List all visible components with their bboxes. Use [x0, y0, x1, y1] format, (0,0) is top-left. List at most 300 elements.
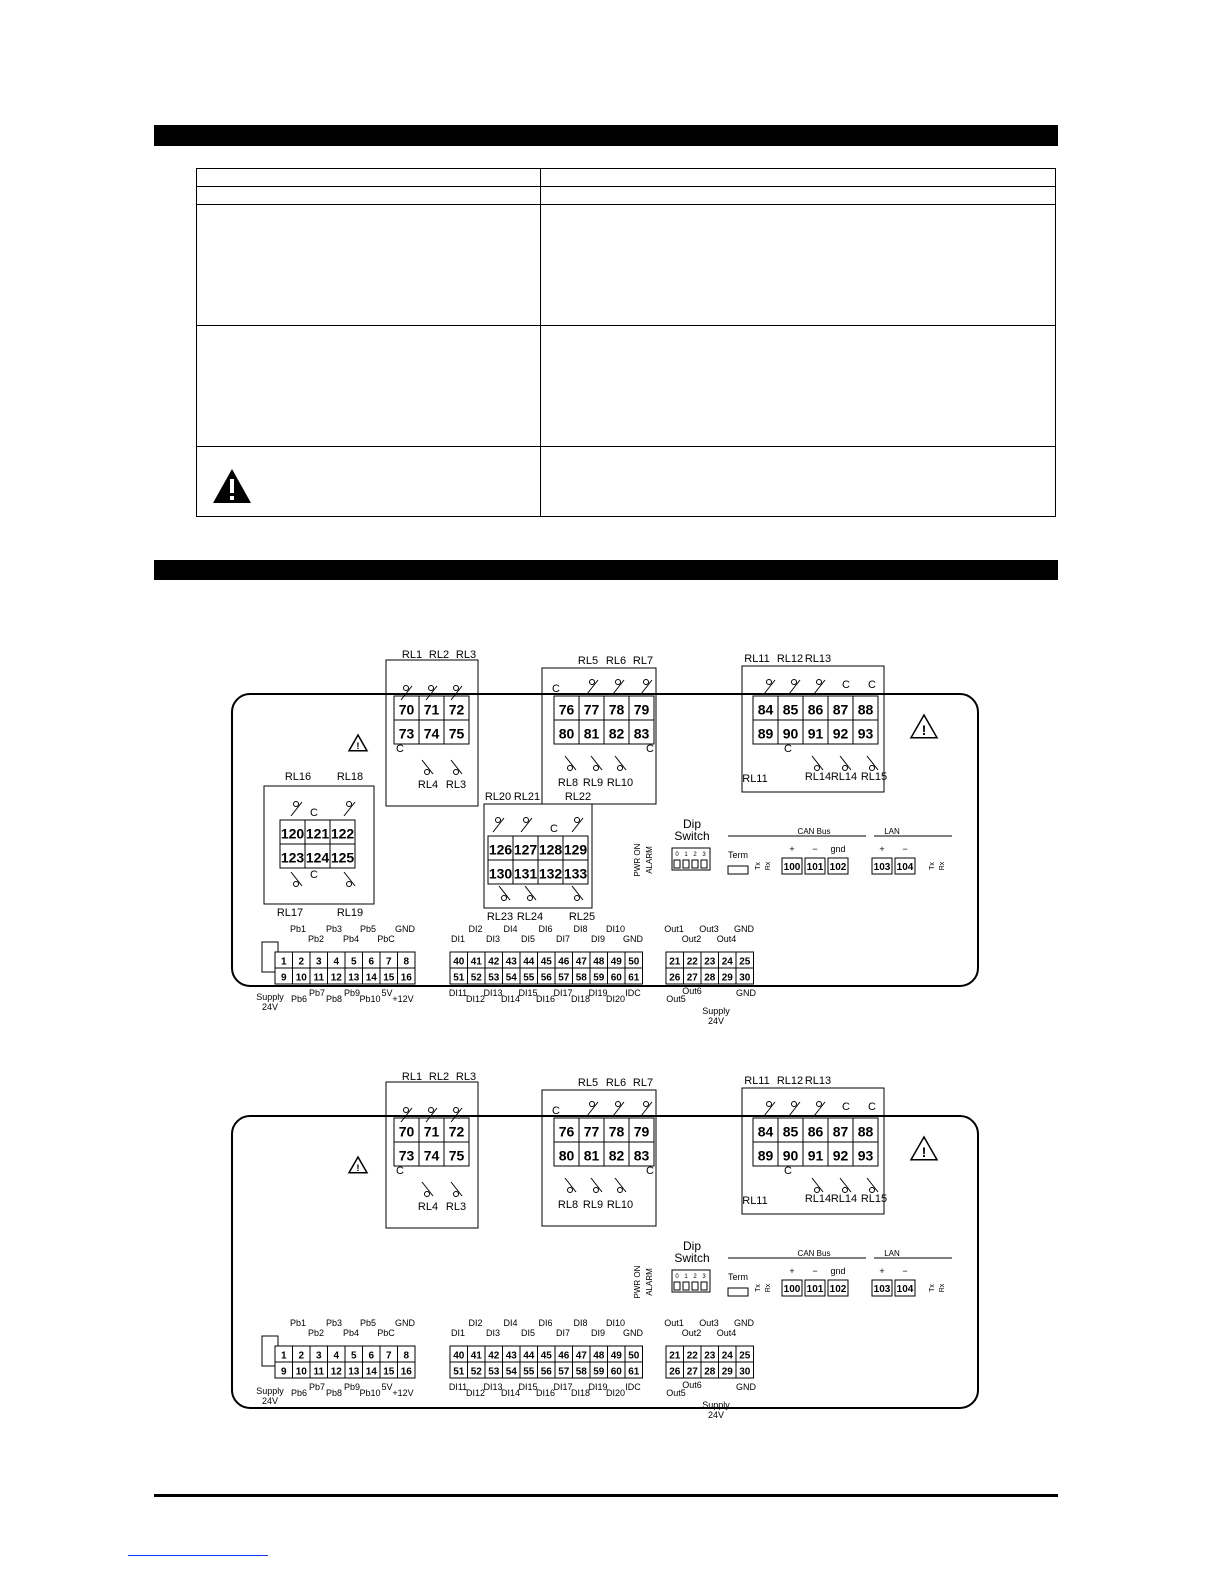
digital-input-terminal-number: 47 [575, 1350, 587, 1362]
relay-contact [815, 1188, 820, 1193]
digital-input-label: DI13 [483, 1382, 503, 1392]
output-terminal-number: 26 [669, 1366, 681, 1378]
relay-contact [817, 680, 822, 685]
relay-label: RL14 [804, 771, 832, 783]
dip-switch-number: 2 [693, 1274, 697, 1280]
canbus-sign: + [789, 844, 795, 854]
relay-contact [347, 802, 352, 807]
digital-input-label: DI19 [588, 988, 608, 998]
relay-label: RL1 [401, 1071, 423, 1083]
digital-input-label: DI11 [448, 988, 468, 998]
relay-label: RL11 [744, 653, 770, 665]
digital-input-label: DI4 [503, 1318, 518, 1328]
digital-input-terminal-number: 41 [470, 1350, 482, 1362]
term-jumper [728, 866, 748, 874]
digital-input-terminal-number: 42 [488, 1350, 500, 1362]
digital-input-terminal-number: 60 [610, 972, 622, 984]
probe-terminal-number: 15 [383, 972, 395, 984]
relay-contact [767, 1102, 772, 1107]
probe-label: Pb7 [308, 988, 326, 998]
lan-terminal-number: 103 [873, 862, 891, 873]
wiring-diagram-full [222, 640, 992, 1040]
relay-common-label: C [842, 679, 850, 691]
dip-switch-slot [701, 1282, 707, 1290]
digital-input-terminal-number: 50 [628, 1350, 640, 1362]
relay-terminal-number: 93 [857, 725, 874, 742]
relay-label: RL4 [417, 1201, 439, 1213]
digital-input-terminal-number: 51 [453, 972, 465, 984]
relay-common-label: C [550, 823, 558, 835]
relay-terminal-number: 70 [398, 701, 415, 718]
dip-switch-slot [683, 1282, 689, 1290]
relay-terminal-number: 74 [423, 725, 440, 742]
probe-terminal-number: 5 [350, 956, 357, 968]
relay-label: RL15 [860, 1193, 888, 1205]
relay-contact [843, 766, 848, 771]
dip-switch-slot [692, 1282, 698, 1290]
relay-label: RL5 [577, 655, 599, 667]
relay-contact [644, 1102, 649, 1107]
probe-label: Pb9 [343, 988, 361, 998]
relay-label: RL20 [484, 791, 512, 803]
relay-terminal-number: 87 [832, 1123, 849, 1140]
probe-label: 24V [261, 1002, 279, 1012]
relay-contact [817, 1102, 822, 1107]
digital-input-terminal-number: 51 [453, 1366, 465, 1378]
relay-contact [575, 896, 580, 901]
relay-contact [294, 802, 299, 807]
footer-rule [154, 1494, 1058, 1497]
probe-terminal-number: 9 [280, 972, 287, 984]
probe-label: Pb4 [342, 1328, 360, 1338]
digital-input-terminal-number: 49 [610, 956, 622, 968]
output-terminal-number: 22 [686, 956, 698, 968]
probe-label: Pb6 [290, 994, 308, 1004]
lan-terminal-number: 103 [873, 1284, 891, 1295]
output-terminal-number: 29 [721, 972, 733, 984]
relay-terminal-number: 86 [807, 1123, 824, 1140]
relay-label: RL14 [804, 1193, 832, 1205]
relay-terminal-number: 124 [305, 849, 330, 866]
probe-label: Pb3 [325, 1318, 343, 1328]
relay-contact [870, 1188, 875, 1193]
relay-label: RL4 [417, 779, 439, 791]
relay-label: RL24 [516, 911, 544, 923]
dip-switch-number: 1 [684, 852, 688, 858]
dip-switch-number: 0 [675, 1274, 679, 1280]
relay-label: RL3 [445, 1201, 467, 1213]
digital-input-label: GND [623, 934, 643, 944]
warning-triangle-icon-mark: ! [921, 1145, 927, 1161]
relay-contact [524, 818, 529, 823]
digital-input-terminal-number: 40 [453, 1350, 465, 1362]
relay-terminal-number: 88 [857, 701, 874, 718]
digital-input-terminal-number: 57 [558, 972, 570, 984]
output-label: Out2 [681, 1328, 702, 1338]
relay-contact [616, 1102, 621, 1107]
relay-terminal-number: 82 [608, 725, 625, 742]
digital-input-terminal-number: 55 [523, 1366, 535, 1378]
probe-label: GND [395, 924, 415, 934]
digital-input-terminal-number: 44 [523, 1350, 535, 1362]
digital-input-label: DI18 [570, 1388, 591, 1398]
relay-terminal-number: 88 [857, 1123, 874, 1140]
probe-terminal-number: 12 [330, 1366, 342, 1378]
probe-label: Pb2 [307, 934, 325, 944]
relay-contact [454, 1192, 459, 1197]
relay-terminal-number: 71 [423, 701, 440, 718]
output-terminal-number: 23 [704, 956, 716, 968]
relay-terminal-number: 77 [583, 701, 600, 718]
probe-terminal-number: 6 [368, 1350, 375, 1362]
output-terminal-number: 25 [739, 956, 751, 968]
output-terminal-number: 27 [686, 972, 698, 984]
probe-label: 5V [381, 988, 393, 998]
relay-label: RL8 [557, 777, 579, 789]
lan-label: LAN [884, 1249, 900, 1258]
digital-input-label: DI6 [538, 1318, 553, 1328]
dip-switch-title: Switch [674, 829, 710, 843]
output-label: Out6 [682, 1380, 702, 1390]
canbus-sign: − [812, 844, 818, 854]
probe-terminal-number: 6 [368, 956, 375, 968]
relay-terminal-number: 120 [280, 825, 305, 842]
relay-label: RL17 [276, 907, 304, 919]
probe-label: GND [395, 1318, 415, 1328]
output-terminal-number: 24 [721, 956, 733, 968]
relay-contact [644, 680, 649, 685]
probe-terminal-number: 16 [400, 1366, 412, 1378]
output-label: Out4 [716, 1328, 737, 1338]
relay-terminal-number: 85 [782, 1123, 799, 1140]
relay-label: RL2 [428, 649, 450, 661]
output-terminal-number: 28 [704, 972, 716, 984]
relay-contact [425, 1192, 430, 1197]
output-terminal-number: 22 [686, 1350, 698, 1362]
table-row-divider [197, 446, 1055, 447]
relay-contact [429, 1108, 434, 1113]
digital-input-terminal-number: 52 [470, 972, 482, 984]
led-label: PWR ON [633, 843, 642, 877]
probe-label: Pb5 [359, 924, 377, 934]
digital-input-terminal-number: 45 [540, 1350, 552, 1362]
digital-input-terminal-number: 59 [593, 1366, 605, 1378]
digital-input-terminal-number: 52 [470, 1366, 482, 1378]
lan-sign: − [902, 844, 908, 854]
probe-label: Pb7 [308, 1382, 326, 1392]
relay-common-label: C [396, 1165, 404, 1177]
relay-common-label: C [310, 807, 318, 819]
digital-input-label: DI20 [605, 994, 626, 1004]
relay-common-label: C [784, 743, 792, 755]
relay-label: RL21 [513, 791, 541, 803]
probe-terminal-number: 2 [298, 1350, 305, 1362]
output-label: Supply [702, 1400, 730, 1410]
digital-input-label: DI15 [518, 1382, 538, 1392]
probe-terminal-number: 11 [313, 972, 325, 984]
digital-input-terminal-number: 47 [575, 956, 587, 968]
output-label: Out1 [664, 924, 684, 934]
relay-label: RL12 [776, 653, 804, 665]
probe-label: PbC [377, 934, 395, 944]
txrx-label: Rx [765, 1283, 772, 1293]
output-terminal-number: 21 [669, 1350, 681, 1362]
relay-label: RL11 [742, 773, 768, 785]
relay-terminal-number: 93 [857, 1147, 874, 1164]
warning-triangle-icon-mark: ! [356, 1162, 360, 1174]
relay-label: RL11 [744, 1075, 770, 1087]
probe-terminal-number: 14 [365, 1366, 377, 1378]
relay-terminal-number: 83 [633, 1147, 650, 1164]
dip-switch-slot [683, 860, 689, 868]
relay-terminal-number: 125 [330, 849, 355, 866]
canbus-sign: gnd [830, 1266, 846, 1276]
output-terminal-number: 25 [739, 1350, 751, 1362]
relay-terminal-number: 80 [558, 725, 575, 742]
probe-label: Supply [256, 1386, 284, 1396]
digital-input-label: DI15 [518, 988, 538, 998]
relay-label: RL2 [428, 1071, 450, 1083]
digital-input-terminal-number: 54 [505, 972, 517, 984]
relay-common-label: C [868, 679, 876, 691]
probe-terminal-number: 4 [333, 956, 340, 968]
relay-terminal-number: 84 [757, 1123, 774, 1140]
relay-label: RL7 [632, 1077, 654, 1089]
output-label: Out5 [666, 1388, 686, 1398]
table-row-divider [197, 325, 1055, 326]
digital-input-terminal-number: 44 [523, 956, 535, 968]
relay-common-label: C [646, 743, 654, 755]
relay-terminal-number: 84 [757, 701, 774, 718]
probe-terminal-number: 10 [295, 972, 307, 984]
digital-input-label: DI12 [465, 1388, 486, 1398]
dip-switch-number: 3 [702, 852, 706, 858]
relay-terminal-number: 71 [423, 1123, 440, 1140]
relay-contact [590, 1102, 595, 1107]
probe-terminal-number: 1 [280, 1350, 287, 1362]
footer-link-underline [128, 1555, 268, 1556]
digital-input-terminal-number: 43 [505, 956, 517, 968]
relay-terminal-number: 132 [538, 865, 563, 882]
relay-terminal-number: 72 [448, 701, 465, 718]
digital-input-label: DI9 [590, 934, 606, 944]
dip-switch-slot [674, 1282, 680, 1290]
probe-label: Pb5 [359, 1318, 377, 1328]
digital-input-label: DI18 [570, 994, 591, 1004]
output-terminal-number: 23 [704, 1350, 716, 1362]
relay-label: RL7 [632, 655, 654, 667]
lan-terminal-number: 104 [896, 862, 914, 873]
relay-terminal-number: 123 [280, 849, 305, 866]
digital-input-terminal-number: 57 [558, 1366, 570, 1378]
probe-terminal-number: 13 [348, 972, 360, 984]
digital-input-label: DI11 [448, 1382, 468, 1392]
probe-label: 24V [261, 1396, 279, 1406]
relay-contact [767, 680, 772, 685]
relay-label: RL9 [582, 1199, 604, 1211]
relay-contact [454, 770, 459, 775]
relay-contact [429, 686, 434, 691]
relay-terminal-number: 129 [563, 841, 588, 858]
relay-label: RL22 [564, 791, 592, 803]
relay-common-label: C [310, 869, 318, 881]
digital-input-label: DI2 [468, 924, 483, 934]
output-label: Out3 [699, 1318, 719, 1328]
relay-terminal-number: 74 [423, 1147, 440, 1164]
relay-common-label: C [552, 683, 560, 695]
relay-terminal-number: 78 [608, 701, 625, 718]
relay-common-label: C [646, 1165, 654, 1177]
relay-terminal-number: 89 [757, 1147, 774, 1164]
relay-terminal-number: 82 [608, 1147, 625, 1164]
probe-terminal-number: 16 [400, 972, 412, 984]
relay-label: RL18 [336, 771, 364, 783]
digital-input-label: DI17 [553, 988, 573, 998]
digital-input-label: DI3 [485, 934, 501, 944]
relay-terminal-number: 78 [608, 1123, 625, 1140]
relay-terminal-number: 79 [633, 1123, 650, 1140]
digital-input-terminal-number: 61 [628, 1366, 640, 1378]
digital-input-terminal-number: 48 [593, 956, 605, 968]
output-label: 24V [707, 1410, 725, 1420]
dip-switch-slot [701, 860, 707, 868]
probe-label: Pb10 [359, 994, 381, 1004]
relay-contact [590, 680, 595, 685]
output-terminal-number: 30 [739, 972, 751, 984]
digital-input-label: DI8 [573, 1318, 588, 1328]
term-jumper [728, 1288, 748, 1296]
digital-input-terminal-number: 50 [628, 956, 640, 968]
probe-terminal-number: 15 [383, 1366, 395, 1378]
relay-label: RL3 [455, 1071, 477, 1083]
relay-terminal-number: 75 [448, 1147, 465, 1164]
digital-input-label: IDC [625, 988, 641, 998]
led-label: ALARM [645, 1268, 654, 1296]
relay-label: RL14 [830, 1193, 858, 1205]
dip-switch-slot [692, 860, 698, 868]
canbus-terminal-number: 101 [806, 1284, 824, 1295]
digital-input-terminal-number: 54 [505, 1366, 517, 1378]
digital-input-label: DI8 [573, 924, 588, 934]
probe-terminal-number: 13 [348, 1366, 360, 1378]
probe-label: Pb2 [307, 1328, 325, 1338]
relay-contact [594, 766, 599, 771]
dip-switch-number: 3 [702, 1274, 706, 1280]
digital-input-terminal-number: 58 [575, 972, 587, 984]
dip-switch-title: Switch [674, 1251, 710, 1265]
probe-label: Pb10 [359, 1388, 381, 1398]
digital-input-label: DI6 [538, 924, 553, 934]
relay-contact [502, 896, 507, 901]
relay-contact [568, 766, 573, 771]
lan-label: LAN [884, 827, 900, 836]
canbus-sign: − [812, 1266, 818, 1276]
canbus-terminal-number: 102 [829, 862, 847, 873]
digital-input-terminal-number: 58 [575, 1366, 587, 1378]
digital-input-terminal-number: 59 [593, 972, 605, 984]
relay-terminal-number: 92 [832, 1147, 849, 1164]
relay-contact [792, 1102, 797, 1107]
led-label: PWR ON [633, 1265, 642, 1299]
digital-input-terminal-number: 56 [540, 1366, 552, 1378]
relay-contact [843, 1188, 848, 1193]
canbus-terminal-number: 102 [829, 1284, 847, 1295]
relay-common-label: C [396, 743, 404, 755]
txrx-label: Tx [755, 862, 762, 870]
dip-switch-number: 0 [675, 852, 679, 858]
relay-terminal-number: 80 [558, 1147, 575, 1164]
relay-common-label: C [868, 1101, 876, 1113]
digital-input-terminal-number: 41 [470, 956, 482, 968]
relay-terminal-number: 130 [488, 865, 513, 882]
relay-terminal-number: 131 [513, 865, 538, 882]
digital-input-label: DI14 [500, 1388, 521, 1398]
relay-contact [616, 680, 621, 685]
digital-input-terminal-number: 53 [488, 972, 500, 984]
digital-input-terminal-number: 48 [593, 1350, 605, 1362]
digital-input-label: DI16 [535, 994, 556, 1004]
canbus-terminal-number: 101 [806, 862, 824, 873]
canbus-terminal-number: 100 [783, 1284, 801, 1295]
canbus-terminal-number: 100 [783, 862, 801, 873]
digital-input-terminal-number: 56 [540, 972, 552, 984]
digital-input-terminal-number: 42 [488, 956, 500, 968]
digital-input-terminal-number: 45 [540, 956, 552, 968]
digital-input-label: DI7 [555, 934, 571, 944]
probe-terminal-number: 3 [315, 956, 322, 968]
relay-terminal-number: 92 [832, 725, 849, 742]
table-row-divider [197, 186, 1055, 187]
probe-label: Pb6 [290, 1388, 308, 1398]
probe-terminal-number: 7 [385, 956, 392, 968]
lan-terminal-number: 104 [896, 1284, 914, 1295]
output-label: 24V [707, 1016, 725, 1026]
txrx-label: Rx [939, 1283, 946, 1293]
digital-input-label: DI1 [450, 934, 466, 944]
relay-contact [618, 766, 623, 771]
canbus-sign: gnd [830, 844, 846, 854]
warning-triangle-icon [211, 467, 253, 505]
output-label: GND [736, 988, 756, 998]
digital-input-terminal-number: 55 [523, 972, 535, 984]
digital-input-label: DI10 [605, 1318, 626, 1328]
warning-triangle-icon-mark: ! [356, 740, 360, 752]
probe-label: Pb8 [325, 1388, 343, 1398]
relay-label: RL11 [742, 1195, 768, 1207]
relay-common-label: C [784, 1165, 792, 1177]
probe-label: +12V [392, 994, 414, 1004]
digital-input-label: DI10 [605, 924, 626, 934]
probe-label: PbC [377, 1328, 395, 1338]
output-terminal-number: 27 [686, 1366, 698, 1378]
relay-contact [618, 1188, 623, 1193]
wiring-diagram-base [222, 1062, 992, 1472]
relay-terminal-number: 72 [448, 1123, 465, 1140]
term-label: Term [728, 850, 748, 860]
probe-label: Pb1 [289, 1318, 307, 1328]
lan-sign: − [902, 1266, 908, 1276]
relay-label: RL6 [605, 655, 627, 667]
section-header-bar-2 [154, 560, 1058, 580]
relay-terminal-number: 83 [633, 725, 650, 742]
digital-input-label: DI3 [485, 1328, 501, 1338]
relay-label: RL19 [336, 907, 364, 919]
relay-terminal-number: 75 [448, 725, 465, 742]
probe-label: Supply [256, 992, 284, 1002]
relay-terminal-number: 121 [305, 825, 330, 842]
digital-input-label: DI4 [503, 924, 518, 934]
probe-label: 5V [381, 1382, 393, 1392]
